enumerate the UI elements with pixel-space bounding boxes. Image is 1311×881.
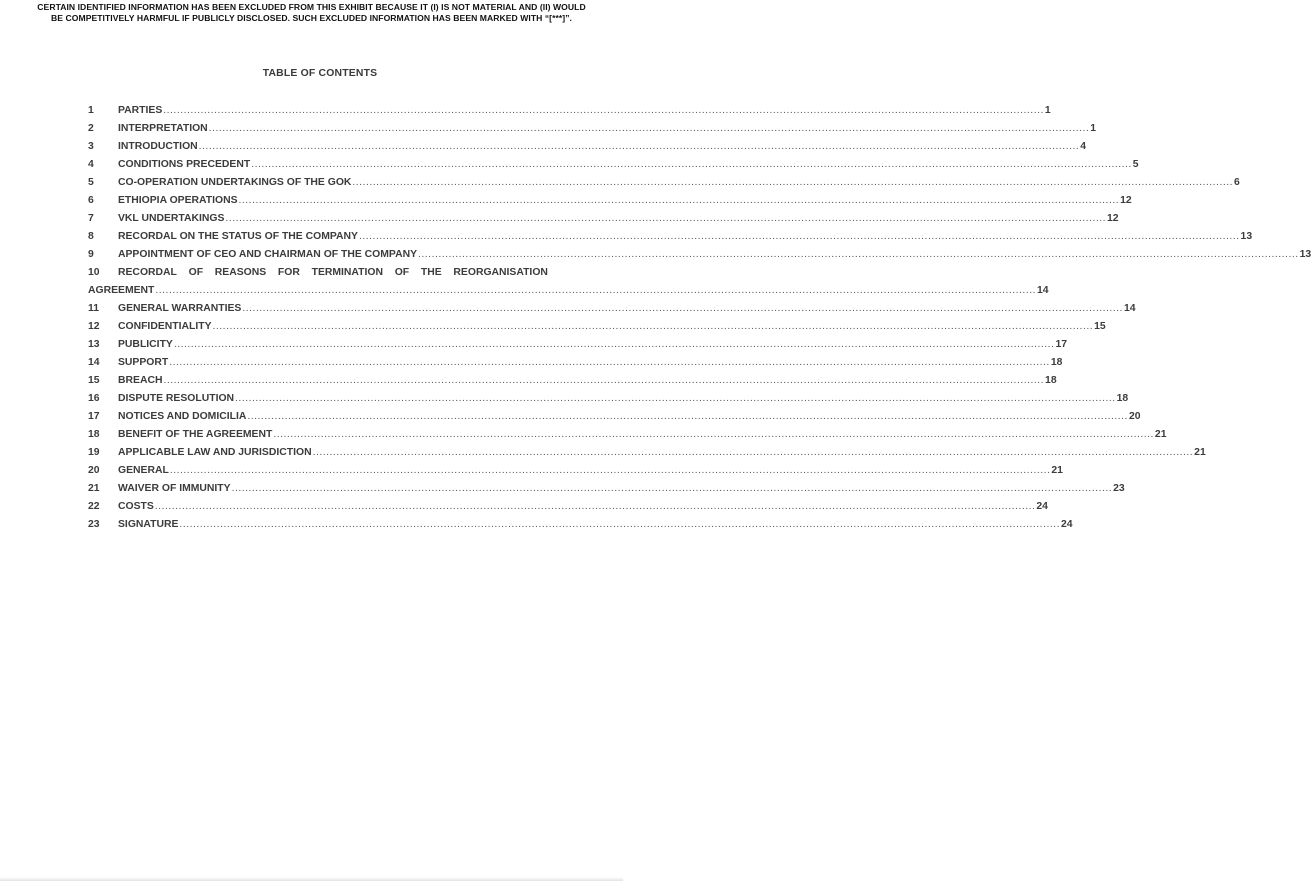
toc-entry [88, 192, 1132, 210]
toc-entry-line [118, 318, 1106, 336]
toc-entry-page: 18 [1045, 375, 1057, 386]
toc-entry-line [118, 498, 1048, 516]
toc-entry [88, 408, 1141, 426]
toc-entry [88, 516, 1073, 534]
dot-leader: .................................................................................................................................................................................................................................................................... [418, 249, 1299, 260]
toc-entry [88, 480, 1125, 498]
dot-leader: .................................................................................................................................................................................................................................................................... [208, 123, 1090, 134]
toc-entry-line [118, 192, 1132, 210]
toc-entry-number: 13 [88, 339, 100, 350]
toc-entry-label: AGREEMENT [88, 285, 155, 296]
toc-entry-page: 21 [1194, 447, 1206, 458]
toc-entry [88, 426, 1167, 444]
toc-entry-label: CONFIDENTIALITY [118, 321, 212, 332]
toc-entry-label: RECORDAL ON THE STATUS OF THE COMPANY [118, 231, 358, 242]
toc-entry-page: 24 [1036, 501, 1048, 512]
toc-entry [88, 498, 1048, 516]
toc-entry-label: GENERAL WARRANTIES [118, 303, 242, 314]
toc-entry-label: GENERAL [118, 465, 169, 476]
toc-entry [88, 318, 1106, 336]
toc-entry-line [118, 426, 1167, 444]
toc-entry-label-line-2 [88, 282, 1049, 300]
toc-entry-line [118, 300, 1136, 318]
toc-entry-label: PUBLICITY [118, 339, 173, 350]
toc-entry-page: 14 [1036, 285, 1049, 296]
toc-entry-line [118, 228, 1253, 246]
dot-leader: .................................................................................................................................................................................................................................................................... [238, 195, 1120, 206]
toc-entry [88, 174, 1240, 192]
toc-entry-page: 17 [1055, 339, 1067, 350]
toc-entry-label: DISPUTE RESOLUTION [118, 393, 235, 404]
toc-entry-number: 15 [88, 375, 100, 386]
toc-entry-number: 23 [88, 519, 100, 530]
dot-leader: .................................................................................................................................................................................................................................................................... [273, 429, 1154, 440]
toc-entry-label: WAIVER OF IMMUNITY [118, 483, 231, 494]
toc-entry-line [118, 210, 1119, 228]
dot-leader: .................................................................................................................................................................................................................................................................... [312, 447, 1194, 458]
dot-leader: .................................................................................................................................................................................................................................................................... [154, 501, 1036, 512]
toc-entry [88, 228, 1253, 246]
dot-leader: .................................................................................................................................................................................................................................................................... [163, 375, 1045, 386]
toc-entry-page: 1 [1044, 105, 1051, 116]
toc-entry-number: 7 [88, 213, 94, 224]
toc-entry-page: 5 [1132, 159, 1139, 170]
toc-entry [88, 264, 1049, 300]
toc-entry-label: APPOINTMENT OF CEO AND CHAIRMAN OF THE COMPANY [118, 249, 418, 260]
toc-entry-line [118, 156, 1139, 174]
dot-leader: .................................................................................................................................................................................................................................................................... [352, 177, 1233, 188]
toc-entry [88, 444, 1206, 462]
dot-leader: .................................................................................................................................................................................................................................................................... [231, 483, 1113, 494]
toc-entry [88, 102, 1051, 120]
toc-entry-number: 11 [88, 303, 99, 314]
toc-entry [88, 336, 1067, 354]
toc-entry-label: SUPPORT [118, 357, 169, 368]
toc-entry-label: SIGNATURE [118, 519, 179, 530]
toc-entry-line [118, 354, 1063, 372]
toc-entry-page: 20 [1128, 411, 1141, 422]
toc-entry-line [118, 102, 1051, 120]
dot-leader: .................................................................................................................................................................................................................................................................... [198, 141, 1080, 152]
dot-leader: .................................................................................................................................................................................................................................................................... [251, 159, 1132, 170]
toc-entry-line [118, 246, 1311, 264]
scan-edge [0, 877, 623, 881]
dot-leader: .................................................................................................................................................................................................................................................................... [242, 303, 1123, 314]
dot-leader: .................................................................................................................................................................................................................................................................... [247, 411, 1128, 422]
toc-entry-number: 22 [88, 501, 100, 512]
toc-entry [88, 300, 1136, 318]
toc-entry-line [118, 336, 1067, 354]
toc-entry-label-word: OF [394, 267, 410, 278]
toc-entry [88, 120, 1097, 138]
toc-entry-page: 1 [1090, 123, 1097, 134]
toc-entry-line [118, 462, 1063, 480]
dot-leader: .................................................................................................................................................................................................................................................................... [155, 285, 1036, 296]
toc-entry-number: 10 [88, 267, 100, 278]
toc-entry-page: 4 [1080, 141, 1087, 152]
dot-leader: .................................................................................................................................................................................................................................................................... [169, 357, 1050, 368]
toc-entry-label-word: RECORDAL [118, 267, 177, 278]
toc-entry [88, 390, 1129, 408]
toc-entry-label-word: FOR [277, 267, 300, 278]
toc-entry-label-word: TERMINATION [311, 267, 383, 278]
toc-entry [88, 372, 1057, 390]
toc-entry-label: APPLICABLE LAW AND JURISDICTION [118, 447, 312, 458]
toc-entry-label: BENEFIT OF THE AGREEMENT [118, 429, 273, 440]
toc-entry-label-line-1 [118, 264, 548, 282]
toc-title: TABLE OF CONTENTS [262, 68, 378, 79]
dot-leader: .................................................................................................................................................................................................................................................................... [225, 213, 1107, 224]
toc-entry-page: 18 [1116, 393, 1129, 404]
toc-entry [88, 210, 1119, 228]
toc-entry-label: COSTS [118, 501, 154, 512]
toc-entry-label-word: OF [188, 267, 204, 278]
toc-entry-number: 18 [88, 429, 100, 440]
exclusion-notice-line-1: CERTAIN IDENTIFIED INFORMATION HAS BEEN EXCLUDED FROM THIS EXHIBIT BECAUSE IT (I) IS NOT MATERIAL AND (II) WOULD [37, 2, 586, 12]
toc-entry-number: 4 [88, 159, 94, 170]
exclusion-notice [0, 2, 623, 23]
toc-entry-line [118, 120, 1097, 138]
dot-leader: .................................................................................................................................................................................................................................................................... [163, 105, 1044, 116]
toc-entry-page: 14 [1123, 303, 1136, 314]
toc-entry [88, 138, 1087, 156]
toc-entry-label: INTERPRETATION [118, 123, 208, 134]
toc-entry-number: 21 [88, 483, 100, 494]
toc-entry-page: 13 [1240, 231, 1253, 242]
toc-entry-line [118, 516, 1073, 534]
toc-entry-label: CONDITIONS PRECEDENT [118, 159, 251, 170]
toc-entry-page: 12 [1120, 195, 1132, 206]
dot-leader: .................................................................................................................................................................................................................................................................... [179, 519, 1061, 530]
toc-entry-page: 21 [1051, 465, 1063, 476]
dot-leader: .................................................................................................................................................................................................................................................................... [235, 393, 1116, 404]
toc-entry [88, 462, 1063, 480]
dot-leader: .................................................................................................................................................................................................................................................................... [212, 321, 1094, 332]
exclusion-notice-line-2: BE COMPETITIVELY HARMFUL IF PUBLICLY DISCLOSED. SUCH EXCLUDED INFORMATION HAS BEEN MARKED WITH “[***]”. [51, 12, 572, 23]
toc-entry-page: 13 [1299, 249, 1311, 260]
toc-entry-line [118, 138, 1087, 156]
toc-entry-label: INTRODUCTION [118, 141, 198, 152]
toc-entry-line [118, 480, 1125, 498]
toc-entry-number: 14 [88, 357, 100, 368]
toc-entry-page: 23 [1113, 483, 1125, 494]
toc-entry-number: 6 [88, 195, 94, 206]
toc-entry-label-word: THE [420, 267, 442, 278]
toc-entry-label: NOTICES AND DOMICILIA [118, 411, 247, 422]
toc-entry-number: 2 [88, 123, 94, 134]
dot-leader: .................................................................................................................................................................................................................................................................... [169, 465, 1051, 476]
toc-entry-page: 24 [1061, 519, 1073, 530]
toc-entry-label: VKL UNDERTAKINGS [118, 213, 225, 224]
toc-entry-line [118, 390, 1129, 408]
toc-entry-number: 20 [88, 465, 100, 476]
dot-leader: .................................................................................................................................................................................................................................................................... [358, 231, 1240, 242]
toc-entry-line [118, 444, 1206, 462]
toc-entry-number: 5 [88, 177, 94, 188]
toc-entry-page: 15 [1094, 321, 1106, 332]
toc-entry-line [118, 174, 1240, 192]
toc-entry-label: BREACH [118, 375, 163, 386]
table-of-contents [88, 102, 1311, 534]
toc-entry-number: 16 [88, 393, 100, 404]
toc-entry-line [118, 408, 1141, 426]
toc-entry-page: 12 [1107, 213, 1119, 224]
toc-entry-number: 17 [88, 411, 100, 422]
toc-entry [88, 156, 1139, 174]
toc-entry [88, 246, 1311, 264]
toc-entry-page: 6 [1234, 177, 1240, 188]
dot-leader: .................................................................................................................................................................................................................................................................... [173, 339, 1055, 350]
toc-entry-number: 12 [88, 321, 100, 332]
toc-entry-label-word: REASONS [214, 267, 267, 278]
toc-entry-number: 19 [88, 447, 100, 458]
toc-entry-label-word: REORGANISATION [453, 267, 548, 278]
toc-entry [88, 354, 1063, 372]
toc-entry-number: 1 [88, 105, 94, 116]
toc-entry-label: CO-OPERATION UNDERTAKINGS OF THE GOK [118, 177, 352, 188]
toc-entry-label: PARTIES [118, 105, 163, 116]
toc-entry-label: ETHIOPIA OPERATIONS [118, 195, 238, 206]
toc-entry-page: 18 [1050, 357, 1063, 368]
toc-entry-line [118, 372, 1057, 390]
toc-entry-number: 3 [88, 141, 94, 152]
toc-entry-page: 21 [1154, 429, 1167, 440]
toc-entry-number: 8 [88, 231, 94, 242]
toc-entry-number: 9 [88, 249, 94, 260]
